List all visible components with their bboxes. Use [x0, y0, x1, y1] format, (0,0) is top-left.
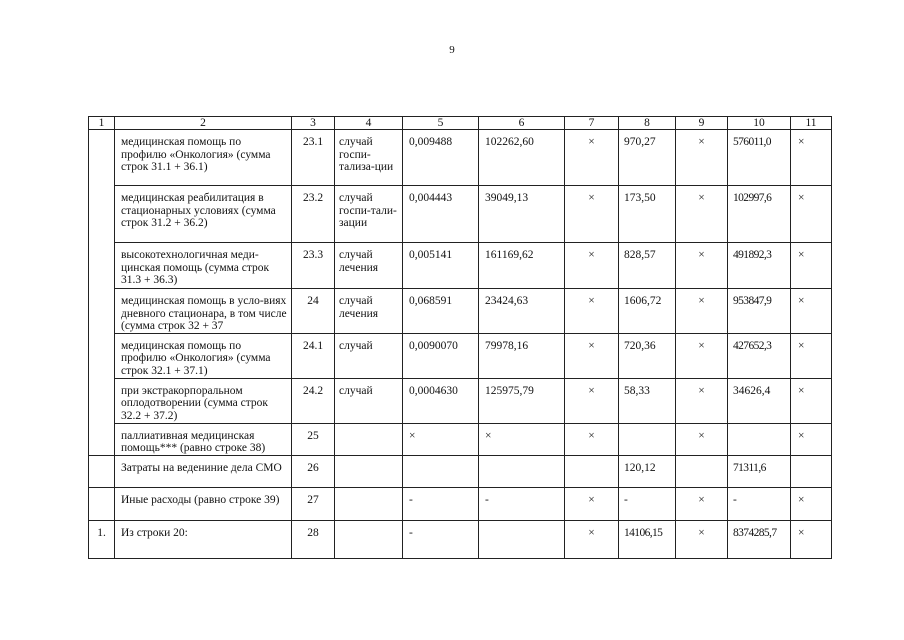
- unit-cell: [335, 455, 403, 487]
- row-number: 23.2: [292, 186, 335, 243]
- value-cell: ×: [565, 186, 619, 243]
- value-cell: ×: [676, 333, 728, 378]
- value-cell: ×: [791, 289, 832, 334]
- value-cell: ×: [791, 423, 832, 455]
- header-cell: 5: [403, 117, 479, 130]
- value-cell: 953847,9: [728, 289, 791, 334]
- table-row: [89, 243, 832, 289]
- row-index-cell: [89, 455, 115, 487]
- value-cell: [479, 455, 565, 487]
- value-cell: 970,27: [619, 130, 676, 186]
- value-cell: [403, 455, 479, 487]
- header-cell: 8: [619, 117, 676, 130]
- value-cell: 828,57: [619, 243, 676, 289]
- value-cell: 576011,0: [728, 130, 791, 186]
- unit-cell: случай: [335, 333, 403, 378]
- value-cell: ×: [676, 289, 728, 334]
- value-cell: 0,009488: [403, 130, 479, 186]
- row-description: Затраты на ведениние дела СМО: [115, 455, 292, 487]
- unit-cell: случай лечения: [335, 243, 403, 289]
- value-cell: ×: [676, 423, 728, 455]
- row-description: паллиативная медицинская помощь*** (равно строке 38): [115, 423, 292, 455]
- header-cell: 2: [115, 117, 292, 130]
- value-cell: ×: [403, 423, 479, 455]
- row-number: 23.1: [292, 130, 335, 186]
- row-description: медицинская помощь в усло-виях дневного стационара, в том числе (сумма строк 32 + 37: [115, 289, 292, 334]
- value-cell: -: [479, 487, 565, 520]
- unit-cell: случай: [335, 378, 403, 423]
- value-cell: 102262,60: [479, 130, 565, 186]
- value-cell: 125975,79: [479, 378, 565, 423]
- header-cell: 3: [292, 117, 335, 130]
- value-cell: 0,0004630: [403, 378, 479, 423]
- value-cell: 0,068591: [403, 289, 479, 334]
- value-cell: ×: [791, 378, 832, 423]
- row-description: медицинская помощь по профилю «Онкология» (сумма строк 32.1 + 37.1): [115, 333, 292, 378]
- value-cell: -: [728, 487, 791, 520]
- row-index-cell: 1.: [89, 520, 115, 558]
- value-cell: 120,12: [619, 455, 676, 487]
- value-cell: 0,004443: [403, 186, 479, 243]
- value-cell: [479, 520, 565, 558]
- row-description: Из строки 20:: [115, 520, 292, 558]
- value-cell: 1606,72: [619, 289, 676, 334]
- value-cell: 58,33: [619, 378, 676, 423]
- value-cell: ×: [565, 333, 619, 378]
- row-number: 24: [292, 289, 335, 334]
- value-cell: 0,0090070: [403, 333, 479, 378]
- value-cell: [565, 455, 619, 487]
- value-cell: ×: [791, 243, 832, 289]
- value-cell: ×: [791, 487, 832, 520]
- header-cell: 4: [335, 117, 403, 130]
- unit-cell: [335, 520, 403, 558]
- unit-cell: случай госпи-тализа-ции: [335, 130, 403, 186]
- row-number: 23.3: [292, 243, 335, 289]
- value-cell: 34626,4: [728, 378, 791, 423]
- row-description: Иные расходы (равно строке 39): [115, 487, 292, 520]
- table-row: [89, 333, 832, 378]
- value-cell: [619, 423, 676, 455]
- data-table: [88, 116, 832, 559]
- value-cell: ×: [791, 333, 832, 378]
- row-number: 28: [292, 520, 335, 558]
- table-row: [89, 378, 832, 423]
- value-cell: 720,36: [619, 333, 676, 378]
- value-cell: 71311,6: [728, 455, 791, 487]
- table-row: [89, 487, 832, 520]
- row-number: 25: [292, 423, 335, 455]
- value-cell: [676, 455, 728, 487]
- value-cell: 8374285,7: [728, 520, 791, 558]
- value-cell: ×: [565, 378, 619, 423]
- value-cell: ×: [676, 520, 728, 558]
- value-cell: 102997,6: [728, 186, 791, 243]
- header-cell: 9: [676, 117, 728, 130]
- table-row: [89, 289, 832, 334]
- header-row: [89, 117, 832, 130]
- value-cell: 14106,15: [619, 520, 676, 558]
- row-number: 24.1: [292, 333, 335, 378]
- value-cell: ×: [676, 487, 728, 520]
- header-cell: 6: [479, 117, 565, 130]
- table-row: [89, 130, 832, 186]
- value-cell: 79978,16: [479, 333, 565, 378]
- row-number: 27: [292, 487, 335, 520]
- value-cell: ×: [565, 289, 619, 334]
- header-cell: 7: [565, 117, 619, 130]
- row-description: медицинская помощь по профилю «Онкология» (сумма строк 31.1 + 36.1): [115, 130, 292, 186]
- row-number: 26: [292, 455, 335, 487]
- table-row: [89, 423, 832, 455]
- row-description: высокотехнологичная меди-цинская помощь (сумма строк 31.3 + 36.3): [115, 243, 292, 289]
- value-cell: ×: [676, 243, 728, 289]
- unit-cell: [335, 423, 403, 455]
- value-cell: ×: [791, 186, 832, 243]
- value-cell: [791, 455, 832, 487]
- value-cell: -: [403, 520, 479, 558]
- value-cell: ×: [565, 130, 619, 186]
- unit-cell: случай лечения: [335, 289, 403, 334]
- value-cell: ×: [791, 130, 832, 186]
- value-cell: 173,50: [619, 186, 676, 243]
- value-cell: -: [403, 487, 479, 520]
- table-row: [89, 520, 832, 558]
- header-cell: 11: [791, 117, 832, 130]
- header-cell: 10: [728, 117, 791, 130]
- row-index-cell: [89, 130, 115, 456]
- value-cell: ×: [791, 520, 832, 558]
- value-cell: ×: [479, 423, 565, 455]
- row-index-cell: [89, 487, 115, 520]
- table-row: [89, 186, 832, 243]
- value-cell: ×: [676, 378, 728, 423]
- value-cell: ×: [565, 520, 619, 558]
- value-cell: [728, 423, 791, 455]
- unit-cell: [335, 487, 403, 520]
- value-cell: 23424,63: [479, 289, 565, 334]
- value-cell: ×: [676, 186, 728, 243]
- table-row: [89, 455, 832, 487]
- value-cell: -: [619, 487, 676, 520]
- row-number: 24.2: [292, 378, 335, 423]
- value-cell: ×: [676, 130, 728, 186]
- page-number: 9: [449, 44, 455, 56]
- value-cell: 39049,13: [479, 186, 565, 243]
- row-description: при экстракорпоральном оплодотворении (сумма строк 32.2 + 37.2): [115, 378, 292, 423]
- value-cell: 161169,62: [479, 243, 565, 289]
- value-cell: ×: [565, 243, 619, 289]
- unit-cell: случай госпи-тали-зации: [335, 186, 403, 243]
- row-description: медицинская реабилитация в стационарных условиях (сумма строк 31.2 + 36.2): [115, 186, 292, 243]
- value-cell: 427652,3: [728, 333, 791, 378]
- value-cell: ×: [565, 423, 619, 455]
- value-cell: 491892,3: [728, 243, 791, 289]
- header-cell: 1: [89, 117, 115, 130]
- value-cell: 0,005141: [403, 243, 479, 289]
- value-cell: ×: [565, 487, 619, 520]
